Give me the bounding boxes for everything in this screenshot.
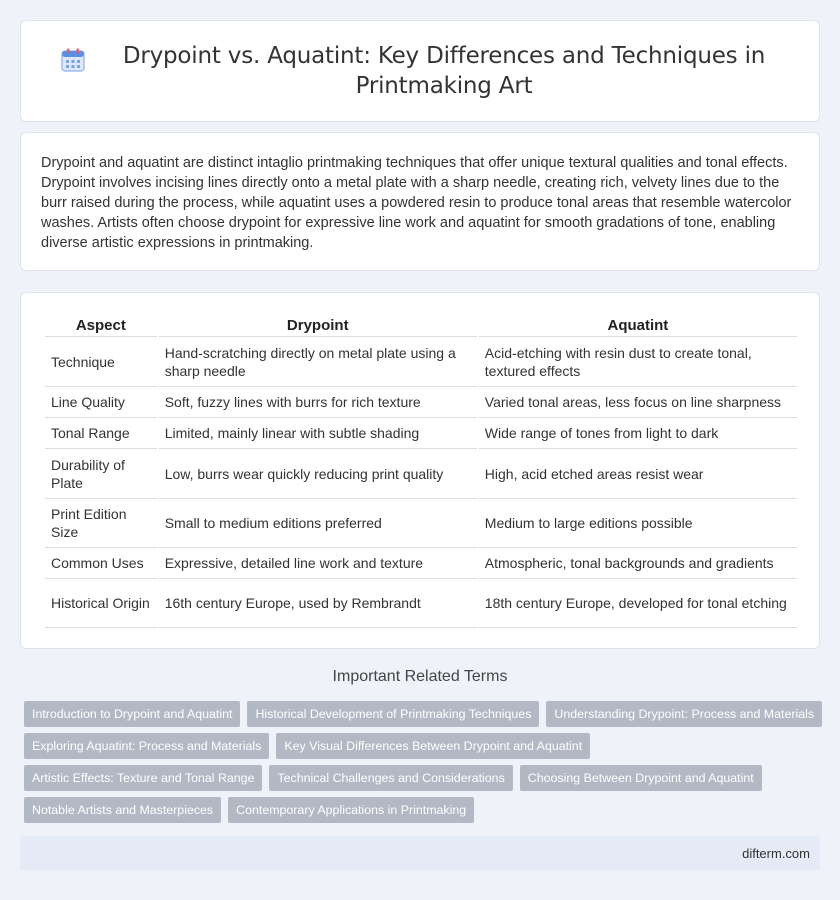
cell-drypoint: Soft, fuzzy lines with burrs for rich texture xyxy=(159,387,477,418)
related-term-tag[interactable]: Technical Challenges and Considerations xyxy=(269,765,512,791)
cell-aspect: Common Uses xyxy=(45,548,157,579)
table-row xyxy=(45,387,797,418)
table-row xyxy=(45,579,797,628)
cell-aspect: Durability of Plate xyxy=(45,449,157,499)
related-term-tag[interactable]: Exploring Aquatint: Process and Materials xyxy=(24,733,269,759)
comparison-table xyxy=(43,305,799,628)
cell-drypoint: Hand-scratching directly on metal plate using a sharp needle xyxy=(159,337,477,387)
cell-aquatint: Atmospheric, tonal backgrounds and gradients xyxy=(479,548,797,579)
intro-text: Drypoint and aquatint are distinct intaglio printmaking techniques that offer unique textural qualities and tonal effects. Drypoint involves incising lines directly onto a metal plate with a sharp needle, creating rich, velvety lines due to the burr raised during the process, while aquatint uses a powdered resin to produce tonal areas that resemble watercolor washes. Artists often choose drypoint for expressive line work and aquatint for smooth gradations of tone, enabling diverse artistic expressions in printmaking. xyxy=(41,155,792,251)
related-term-tag[interactable]: Historical Development of Printmaking Techniques xyxy=(247,701,539,727)
table-row xyxy=(45,548,797,579)
cell-aspect: Line Quality xyxy=(45,387,157,418)
related-term-tag[interactable]: Introduction to Drypoint and Aquatint xyxy=(24,701,240,727)
related-term-tag[interactable]: Artistic Effects: Texture and Tonal Range xyxy=(24,765,262,791)
cell-aspect: Historical Origin xyxy=(45,579,157,628)
cell-aspect: Tonal Range xyxy=(45,418,157,449)
intro-card xyxy=(20,132,820,271)
table-row xyxy=(45,418,797,449)
cell-drypoint: Limited, mainly linear with subtle shading xyxy=(159,418,477,449)
cell-aquatint: High, acid etched areas resist wear xyxy=(479,449,797,499)
table-header-row xyxy=(45,305,797,337)
cell-aquatint: Medium to large editions possible xyxy=(479,499,797,548)
page-title: Drypoint vs. Aquatint: Key Differences and Techniques in Printmaking Art xyxy=(122,43,766,99)
header-drypoint: Drypoint xyxy=(159,305,477,337)
cell-aquatint: Varied tonal areas, less focus on line sharpness xyxy=(479,387,797,418)
cell-aquatint: Acid-etching with resin dust to create tonal, textured effects xyxy=(479,337,797,387)
calendar-icon xyxy=(60,47,86,73)
title-wrap xyxy=(60,41,780,101)
header-aquatint: Aquatint xyxy=(479,305,797,337)
related-term-tag[interactable]: Contemporary Applications in Printmaking xyxy=(228,797,474,823)
related-terms-list xyxy=(24,701,824,823)
header-aspect: Aspect xyxy=(45,305,157,337)
cell-aspect: Print Edition Size xyxy=(45,499,157,548)
cell-aspect: Technique xyxy=(45,337,157,387)
table-row xyxy=(45,499,797,548)
cell-drypoint: Low, burrs wear quickly reducing print quality xyxy=(159,449,477,499)
cell-aquatint: 18th century Europe, developed for tonal etching xyxy=(479,579,797,628)
footer xyxy=(20,836,820,870)
table-row xyxy=(45,449,797,499)
cell-drypoint: Small to medium editions preferred xyxy=(159,499,477,548)
related-term-tag[interactable]: Choosing Between Drypoint and Aquatint xyxy=(520,765,762,791)
table-row xyxy=(45,337,797,387)
related-term-tag[interactable]: Understanding Drypoint: Process and Materials xyxy=(546,701,822,727)
related-terms-title: Important Related Terms xyxy=(332,668,508,685)
header-card xyxy=(20,20,820,122)
cell-aquatint: Wide range of tones from light to dark xyxy=(479,418,797,449)
related-term-tag[interactable]: Notable Artists and Masterpieces xyxy=(24,797,221,823)
cell-drypoint: Expressive, detailed line work and texture xyxy=(159,548,477,579)
cell-drypoint: 16th century Europe, used by Rembrandt xyxy=(159,579,477,628)
related-term-tag[interactable]: Key Visual Differences Between Drypoint and Aquatint xyxy=(276,733,590,759)
comparison-table-card xyxy=(20,292,820,649)
footer-site-link[interactable]: difterm.com xyxy=(742,845,810,861)
